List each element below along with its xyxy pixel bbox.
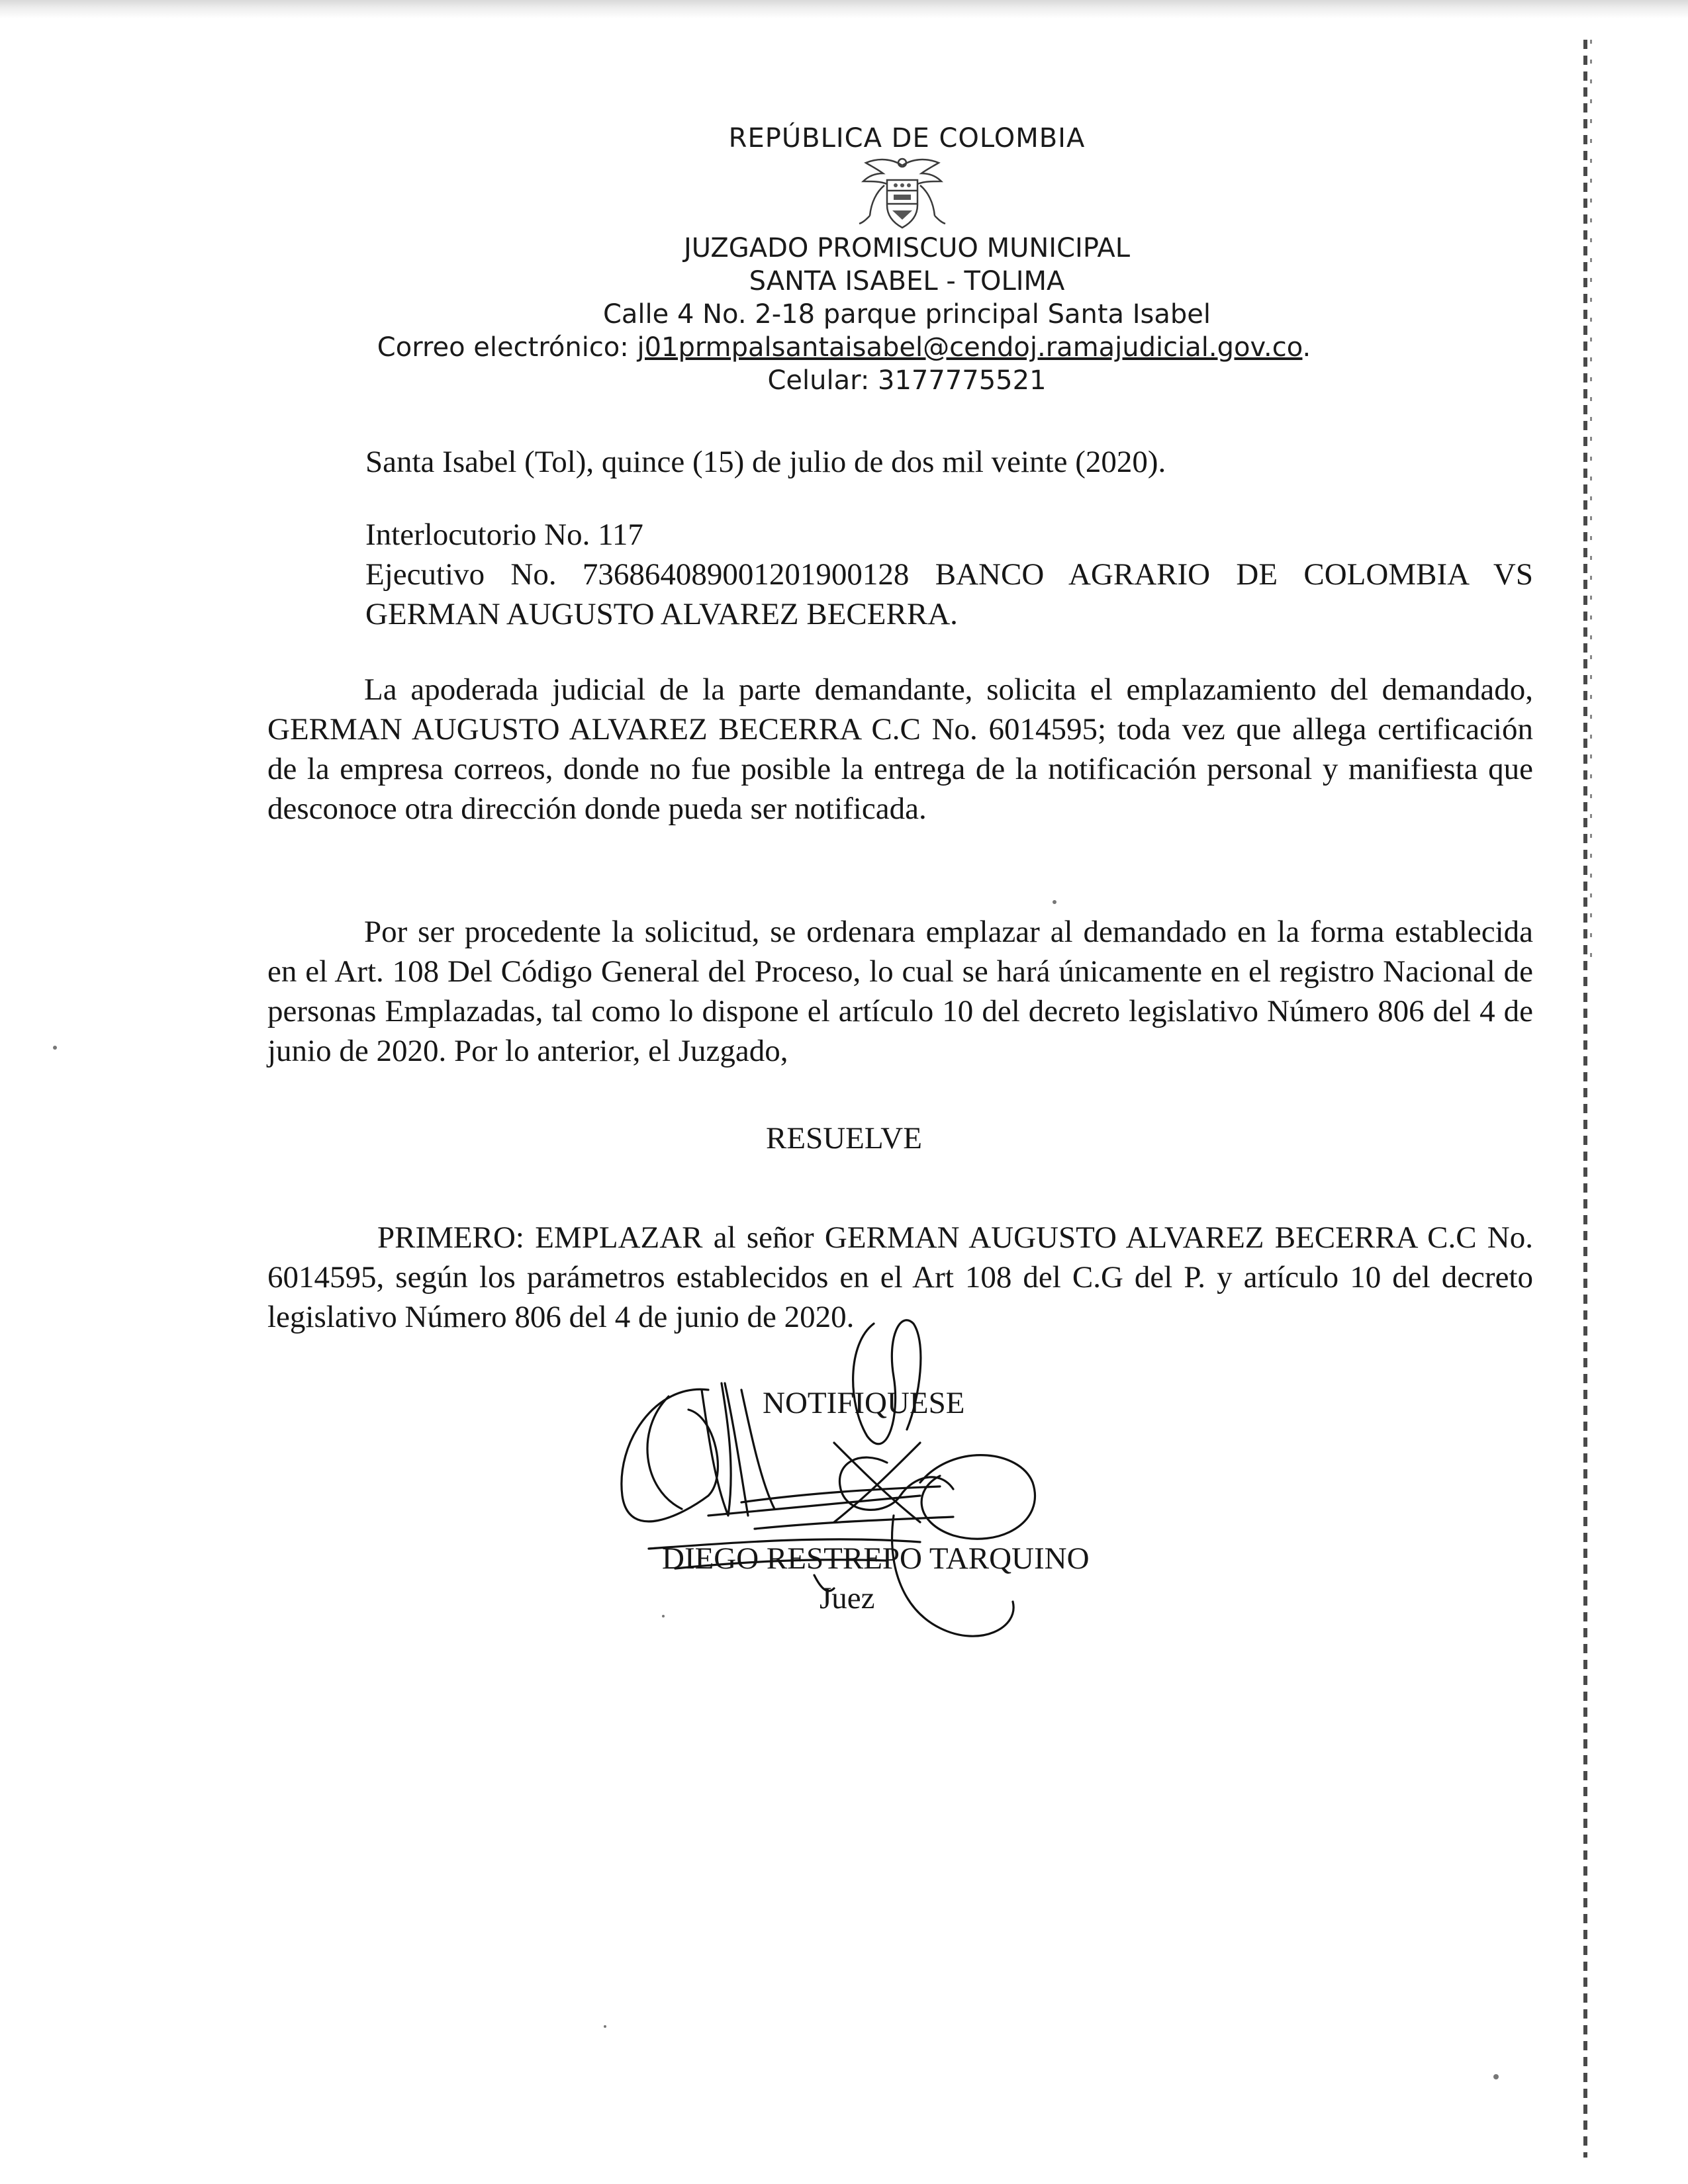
email-label: Correo electrónico: bbox=[377, 332, 637, 363]
letterhead-court: JUZGADO PROMISCUO MUNICIPAL bbox=[683, 233, 1131, 263]
primero-text: PRIMERO: EMPLAZAR al señor GERMAN AUGUSTO ALVAREZ BECERRA C.C No. 6014595, según los parámetros establecidos en el Art 108 del C.G del P. y artículo 10 del decreto legislativo Número 806 del 4 de junio de 2020. bbox=[267, 1220, 1533, 1334]
letterhead-country: REPÚBLICA DE COLOMBIA bbox=[728, 123, 1086, 154]
paragraph-2-text: Por ser procedente la solicitud, se ordenara emplazar al demandado en la forma establecida en el Art. 108 Del Código General del Proceso, lo cual se hará únicamente en el registro Nacional de personas Emplazadas, tal como lo dispone el artículo 10 del decreto legislativo Número 806 del 4 de junio de 2020. Por lo anterior, el Juzgado, bbox=[267, 915, 1533, 1068]
ejecutivo-line-1: Ejecutivo No. 73686408900120190012​8 BANCO AGRARIO DE COLOMBIA VS bbox=[365, 557, 1533, 592]
ejecutivo-line-2: GERMAN AUGUSTO ALVAREZ BECERRA. bbox=[365, 597, 958, 631]
scan-speck bbox=[1493, 2074, 1499, 2079]
judge-name: DIEGO RESTREPO TARQUINO bbox=[662, 1541, 1090, 1576]
scan-speck bbox=[1053, 900, 1056, 904]
email-link[interactable]: j01prmpalsantaisabel@cendoj.ramajudicial.gov.co bbox=[637, 332, 1303, 363]
letterhead-address: Calle 4 No. 2-18 parque principal Santa Isabel bbox=[602, 299, 1211, 330]
judge-title: Juez bbox=[820, 1581, 875, 1615]
body-paragraph-2 bbox=[267, 912, 1533, 1071]
notify-line: NOTIFIQUESE bbox=[763, 1386, 965, 1420]
scan-speck bbox=[662, 1615, 665, 1617]
date-line: Santa Isabel (Tol), quince (15) de julio de dos mil veinte (2020). bbox=[365, 445, 1166, 479]
coat-of-arms-icon bbox=[846, 154, 959, 233]
email-suffix: . bbox=[1302, 332, 1311, 363]
resolve-heading: RESUELVE bbox=[766, 1121, 922, 1156]
scan-speck bbox=[604, 2025, 606, 2028]
letterhead-city: SANTA ISABEL - TOLIMA bbox=[749, 266, 1065, 296]
body-paragraph-1 bbox=[267, 670, 1533, 829]
letterhead-phone: Celular: 3177775521 bbox=[767, 365, 1047, 396]
interlocutorio-number: Interlocutorio No. 117 bbox=[365, 518, 643, 552]
scan-edge-top bbox=[0, 0, 1688, 19]
paragraph-1-text: La apoderada judicial de la parte demandante, solicita el emplazamiento del demandado, GERMAN AUGUSTO ALVAREZ BECERRA C.C No. 6014595; toda vez que allega certificación de la empresa correos, donde no fue posible la entrega de la notificación personal y manifiesta que desconoce otra dirección donde pueda ser notificada. bbox=[267, 672, 1533, 826]
letterhead-email-line bbox=[0, 332, 1688, 363]
judge-signature bbox=[609, 1297, 1086, 1668]
scan-edge-right-marks bbox=[1590, 40, 1592, 966]
scan-speck bbox=[53, 1046, 57, 1050]
